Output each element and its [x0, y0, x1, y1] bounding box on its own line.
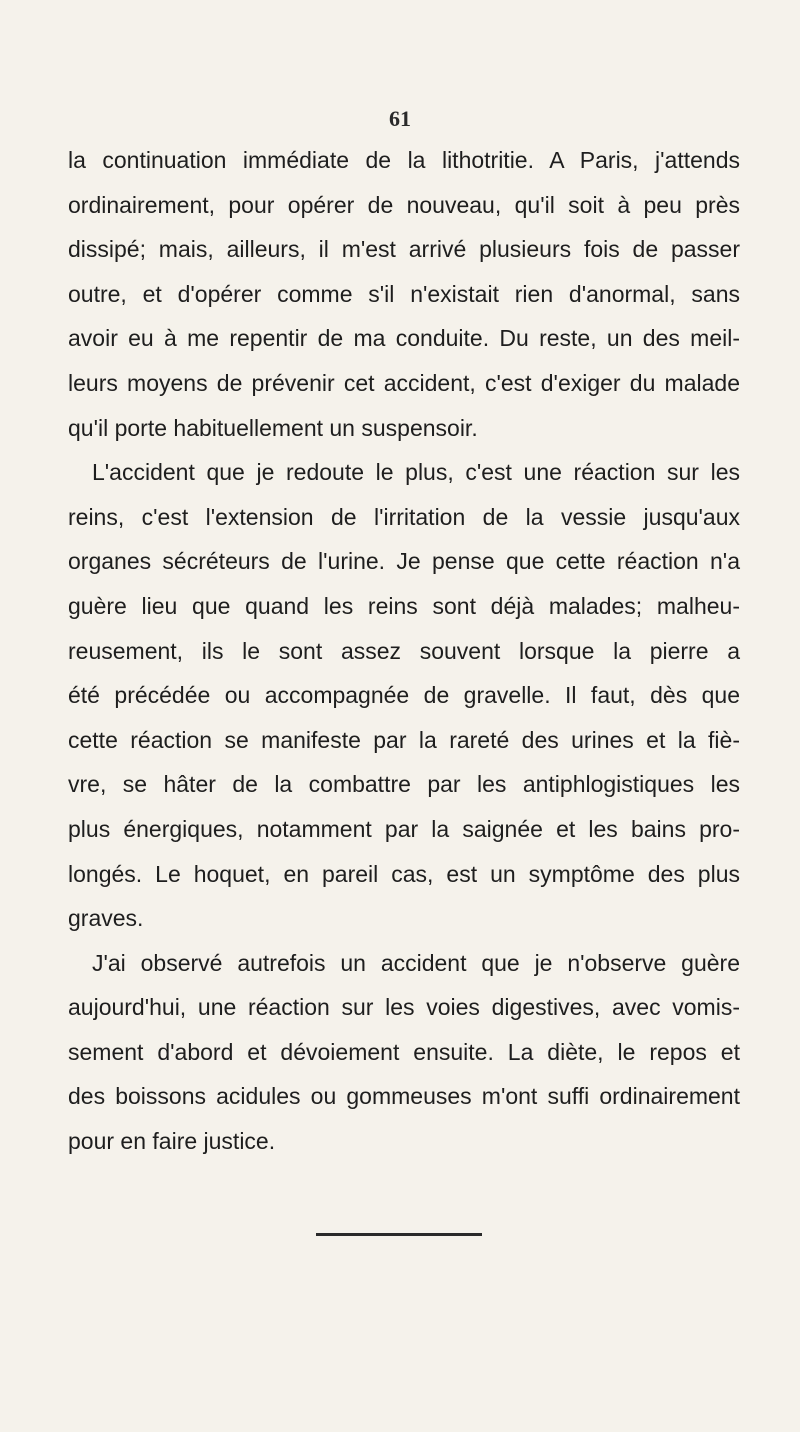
text-line: J'ai observé autrefois un accident que je n'observe guère	[92, 949, 740, 976]
text-line: dissipé; mais, ailleurs, il m'est arrivé plusieurs fois de passer	[68, 236, 740, 263]
text-line: graves.	[68, 905, 144, 932]
body-text	[68, 138, 740, 1164]
text-line: L'accident que je redoute le plus, c'est une réaction sur les	[92, 459, 740, 486]
text-line: avoir eu à me repentir de ma conduite. Du reste, un des meil-	[68, 325, 740, 352]
page-number: 61	[389, 106, 411, 131]
text-line: vre, se hâter de la combattre par les antiphlogistiques les	[68, 771, 740, 798]
text-line: la continuation immédiate de la lithotritie. A Paris, j'attends	[68, 147, 740, 173]
text-line: outre, et d'opérer comme s'il n'existait rien d'anormal, sans	[68, 280, 740, 307]
section-divider	[316, 1233, 482, 1236]
text-line: reins, c'est l'extension de l'irritation de la vessie jusqu'aux	[68, 503, 740, 530]
text-line: plus énergiques, notamment par la saignée et les bains pro-	[68, 815, 740, 842]
text-line: ordinairement, pour opérer de nouveau, qu'il soit à peu près	[68, 191, 740, 218]
text-line: organes sécréteurs de l'urine. Je pense que cette réaction n'a	[68, 548, 740, 575]
text-line: sement d'abord et dévoiement ensuite. La diète, le repos et	[68, 1038, 740, 1065]
text-line: guère lieu que quand les reins sont déjà malades; malheu-	[68, 592, 740, 619]
text-line: été précédée ou accompagnée de gravelle. Il faut, dès que	[68, 682, 740, 709]
text-line: leurs moyens de prévenir cet accident, c'est d'exiger du malade	[68, 369, 740, 396]
text-line: aujourd'hui, une réaction sur les voies digestives, avec vomis-	[68, 994, 740, 1021]
text-line: longés. Le hoquet, en pareil cas, est un symptôme des plus	[68, 860, 740, 887]
text-line: cette réaction se manifeste par la rareté des urines et la fiè-	[68, 726, 740, 753]
text-line: des boissons acidules ou gommeuses m'ont suffi ordinairement	[68, 1083, 740, 1110]
text-line: reusement, ils le sont assez souvent lorsque la pierre a	[68, 637, 740, 664]
text-line: pour en faire justice.	[68, 1128, 276, 1155]
text-line: qu'il porte habituellement un suspensoir.	[68, 414, 478, 441]
